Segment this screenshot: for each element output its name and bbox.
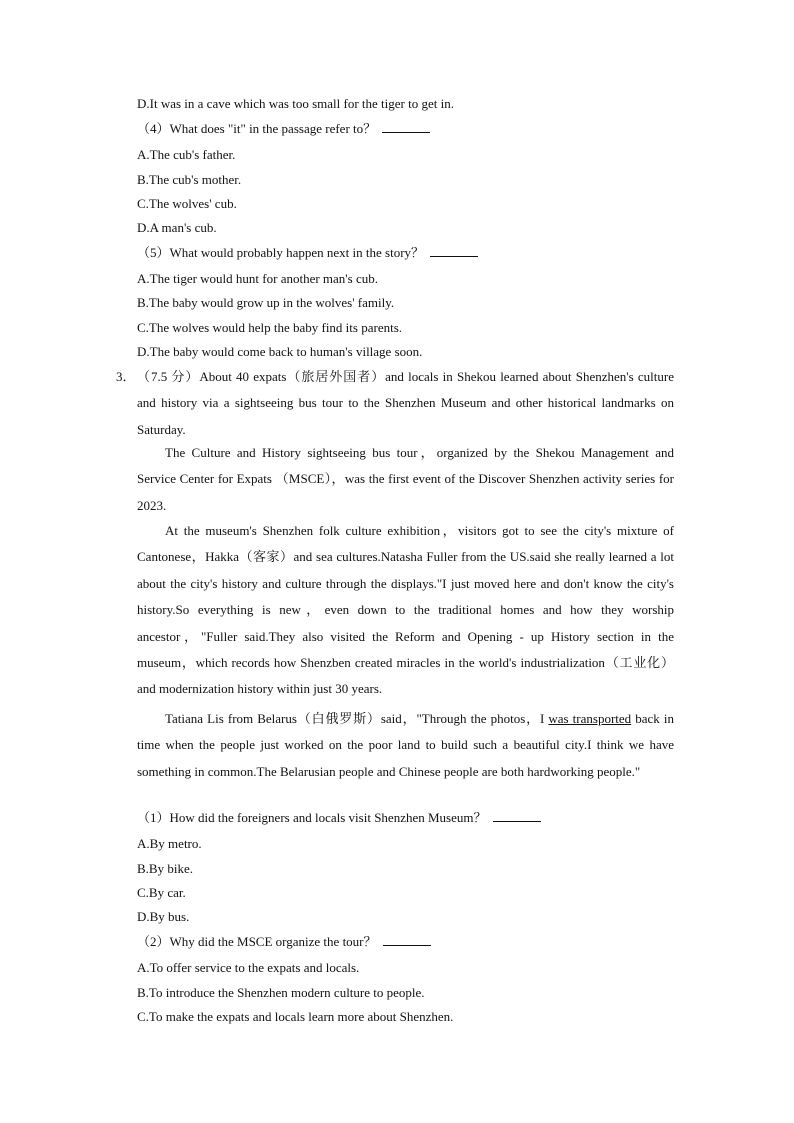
passage-paragraph-4: Tatiana Lis from Belarus（白俄罗斯）said，"Through the photos，I was transported back in time when the people just worked on the poor land to build such a beautiful city.I think we have something in common.The Belarusian people and Chinese people are both hardworking people." xyxy=(137,711,675,779)
sub1-option-a: A.By metro. xyxy=(137,836,202,851)
sub1-option-c: C.By car. xyxy=(137,885,186,900)
sub2-option-c: C.To make the expats and locals learn more about Shenzhen. xyxy=(137,1009,454,1024)
passage-paragraph-1: （7.5 分）About 40 expats（旅居外国者）and locals in Shekou learned about Shenzhen's culture and history via a sightseeing bus tour to the Shenzhen Museum and other historical landmarks on Saturday. xyxy=(137,369,674,437)
sub2-option-a: A.To offer service to the expats and locals. xyxy=(137,960,360,975)
q4-option-d: D.A man's cub. xyxy=(137,220,217,235)
question-3-number: 3． xyxy=(116,369,136,384)
passage-paragraph-3: At the museum's Shenzhen folk culture exhibition，visitors got to see the city's mixture of Cantonese，Hakka（客家）and sea cultures.Natasha Fuller from the US.said she really learned a lot about the city's history and culture through the displays."I just moved here and don't know the city's history.So everything is new，even down to the traditional homes and how they worship ancestor，"Fuller said.They also visited the Reform and Opening - up History section in the museum，which records how Shenzben created miracles in the world's industrialization（工业化） and modernization history within just 30 years. xyxy=(137,523,674,697)
sub2-option-b: B.To introduce the Shenzhen modern culture to people. xyxy=(137,985,425,1000)
answer-blank[interactable] xyxy=(383,934,431,946)
question-4-stem: （4）What does "it" in the passage refer to？ xyxy=(137,121,430,137)
answer-blank[interactable] xyxy=(493,810,541,822)
sub-question-1-stem: （1）How did the foreigners and locals visit Shenzhen Museum？ xyxy=(137,810,541,826)
q5-option-b: B.The baby would grow up in the wolves' family. xyxy=(137,295,395,310)
prev-option-d: D.It was in a cave which was too small for the tiger to get in. xyxy=(137,96,454,111)
q5-option-c: C.The wolves would help the baby find its parents. xyxy=(137,320,403,335)
q5-option-d: D.The baby would come back to human's village soon. xyxy=(137,344,423,359)
answer-blank[interactable] xyxy=(430,245,478,257)
sub1-option-d: D.By bus. xyxy=(137,909,190,924)
passage-paragraph-2: The Culture and History sightseeing bus tour，organized by the Shekou Management and Service Center for Expats （MSCE），was the first event of the Discover Shenzhen activity series for 2023. xyxy=(137,445,674,513)
q5-option-a: A.The tiger would hunt for another man's cub. xyxy=(137,271,378,286)
sub1-option-b: B.By bike. xyxy=(137,861,193,876)
underlined-phrase: was transported xyxy=(548,711,632,726)
sub-question-2-stem: （2）Why did the MSCE organize the tour？ xyxy=(137,934,431,950)
q4-option-a: A.The cub's father. xyxy=(137,147,236,162)
answer-blank[interactable] xyxy=(382,121,430,133)
q4-option-b: B.The cub's mother. xyxy=(137,172,242,187)
question-5-stem: （5）What would probably happen next in the story？ xyxy=(137,245,478,261)
q4-option-c: C.The wolves' cub. xyxy=(137,196,237,211)
